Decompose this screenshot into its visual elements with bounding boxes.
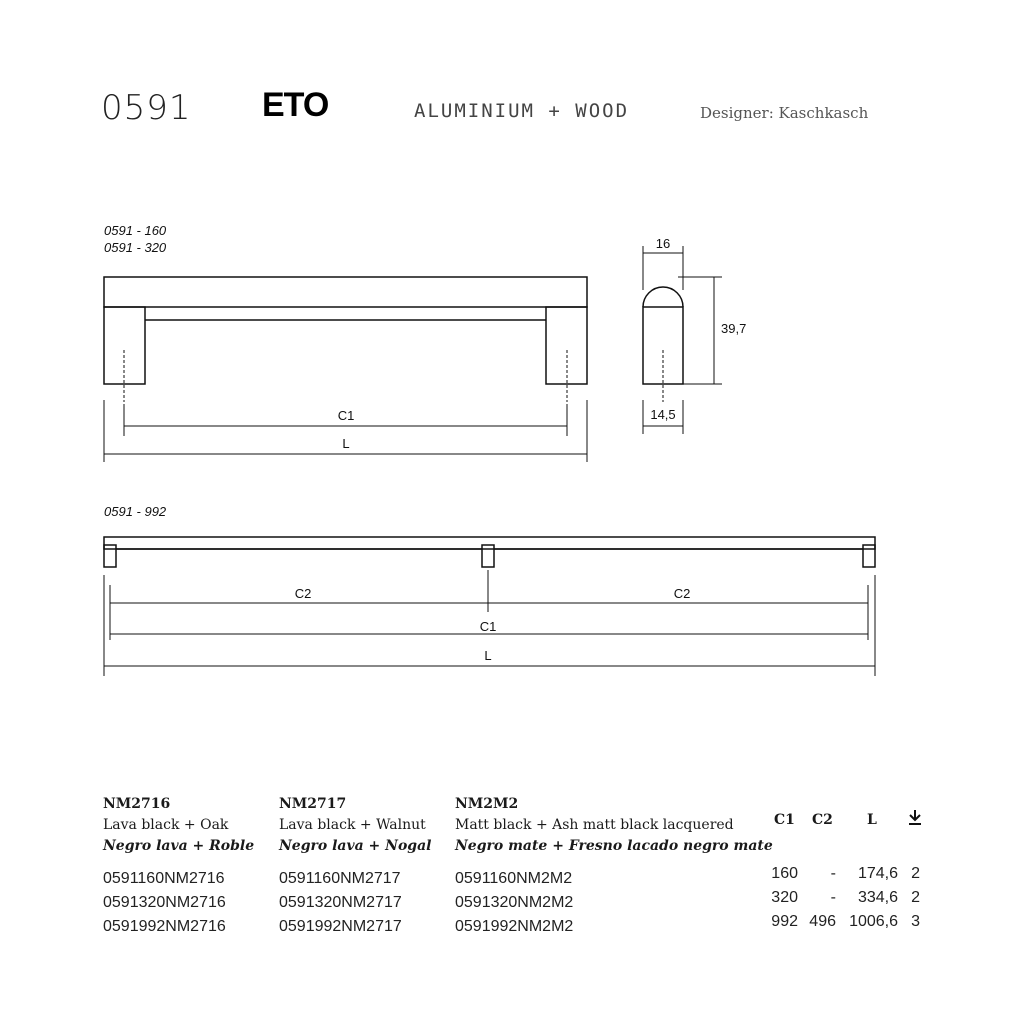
dim-c2-label-left: C2 — [294, 586, 312, 601]
handle-side-view — [643, 287, 683, 402]
cell-c2: - — [830, 889, 836, 906]
table-row — [760, 865, 930, 889]
reference-992: 0591992NM2M2 — [455, 918, 574, 935]
finish-name-en: Lava black + Oak — [103, 817, 229, 833]
finish-column-1 — [103, 794, 254, 939]
cell-c1: 320 — [771, 889, 798, 906]
reference-992: 0591992NM2716 — [103, 918, 226, 935]
cell-qty: 2 — [911, 889, 920, 906]
finish-name-es: Negro lava + Nogal — [279, 838, 432, 854]
dim-height-label: 39,7 — [721, 321, 747, 336]
cell-c2: - — [830, 865, 836, 882]
table-row — [760, 889, 930, 913]
dim-l-label-small: L — [342, 436, 350, 451]
product-material: ALUMINIUM + WOOD — [414, 100, 630, 122]
dimension-width — [643, 246, 683, 290]
reference-992: 0591992NM2717 — [279, 918, 402, 935]
cell-c1: 992 — [771, 913, 798, 930]
finish-name-en: Lava black + Walnut — [279, 817, 426, 833]
cell-l: 334,6 — [857, 889, 898, 906]
finish-code: NM2M2 — [455, 796, 519, 812]
reference-160: 0591160NM2717 — [279, 870, 401, 887]
finish-code: NM2716 — [103, 796, 171, 812]
finish-column-3 — [455, 794, 773, 939]
dimension-height — [678, 277, 722, 384]
table-row — [760, 913, 930, 937]
product-code: 0591 — [101, 88, 192, 128]
cell-qty: 3 — [911, 913, 920, 930]
dim-l-label-large: L — [484, 648, 492, 663]
table-header-c1: C1 — [774, 812, 795, 828]
table-header-l: L — [867, 812, 877, 828]
dim-c2-label-right: C2 — [673, 586, 691, 601]
finish-column-2 — [279, 794, 431, 939]
finish-name-es: Negro lava + Roble — [103, 838, 255, 854]
dim-c1-label-small: C1 — [337, 408, 355, 423]
finish-code: NM2717 — [279, 796, 347, 812]
finish-name-en: Matt black + Ash matt black lacquered — [455, 817, 734, 833]
cell-l: 174,6 — [857, 865, 898, 882]
drawing-label-160: 0591 - 160 — [104, 223, 167, 238]
dim-base-label: 14,5 — [650, 407, 676, 422]
drawing-label-992: 0591 - 992 — [104, 504, 167, 519]
drawing-label-320: 0591 - 320 — [104, 240, 167, 255]
handle-large-front-view — [104, 537, 875, 567]
reference-320: 0591320NM2716 — [103, 894, 226, 911]
cell-c1: 160 — [771, 865, 798, 882]
reference-160: 0591160NM2M2 — [455, 870, 573, 887]
product-name: ETO — [262, 86, 329, 124]
cell-qty: 2 — [911, 865, 920, 882]
designer-credit: Designer: Kaschkasch — [700, 104, 869, 122]
cell-c2: 496 — [809, 913, 836, 930]
dimension-table-body — [760, 865, 930, 937]
finish-name-es: Negro mate + Fresno lacado negro mate — [455, 838, 773, 854]
table-header-c2: C2 — [812, 812, 833, 828]
dim-width-label: 16 — [655, 236, 671, 251]
handle-front-view — [104, 277, 587, 402]
reference-160: 0591160NM2716 — [103, 870, 225, 887]
dim-c1-label-large: C1 — [479, 619, 497, 634]
reference-320: 0591320NM2717 — [279, 894, 402, 911]
download-arrow-icon — [907, 809, 923, 827]
reference-320: 0591320NM2M2 — [455, 894, 574, 911]
cell-l: 1006,6 — [849, 913, 898, 930]
